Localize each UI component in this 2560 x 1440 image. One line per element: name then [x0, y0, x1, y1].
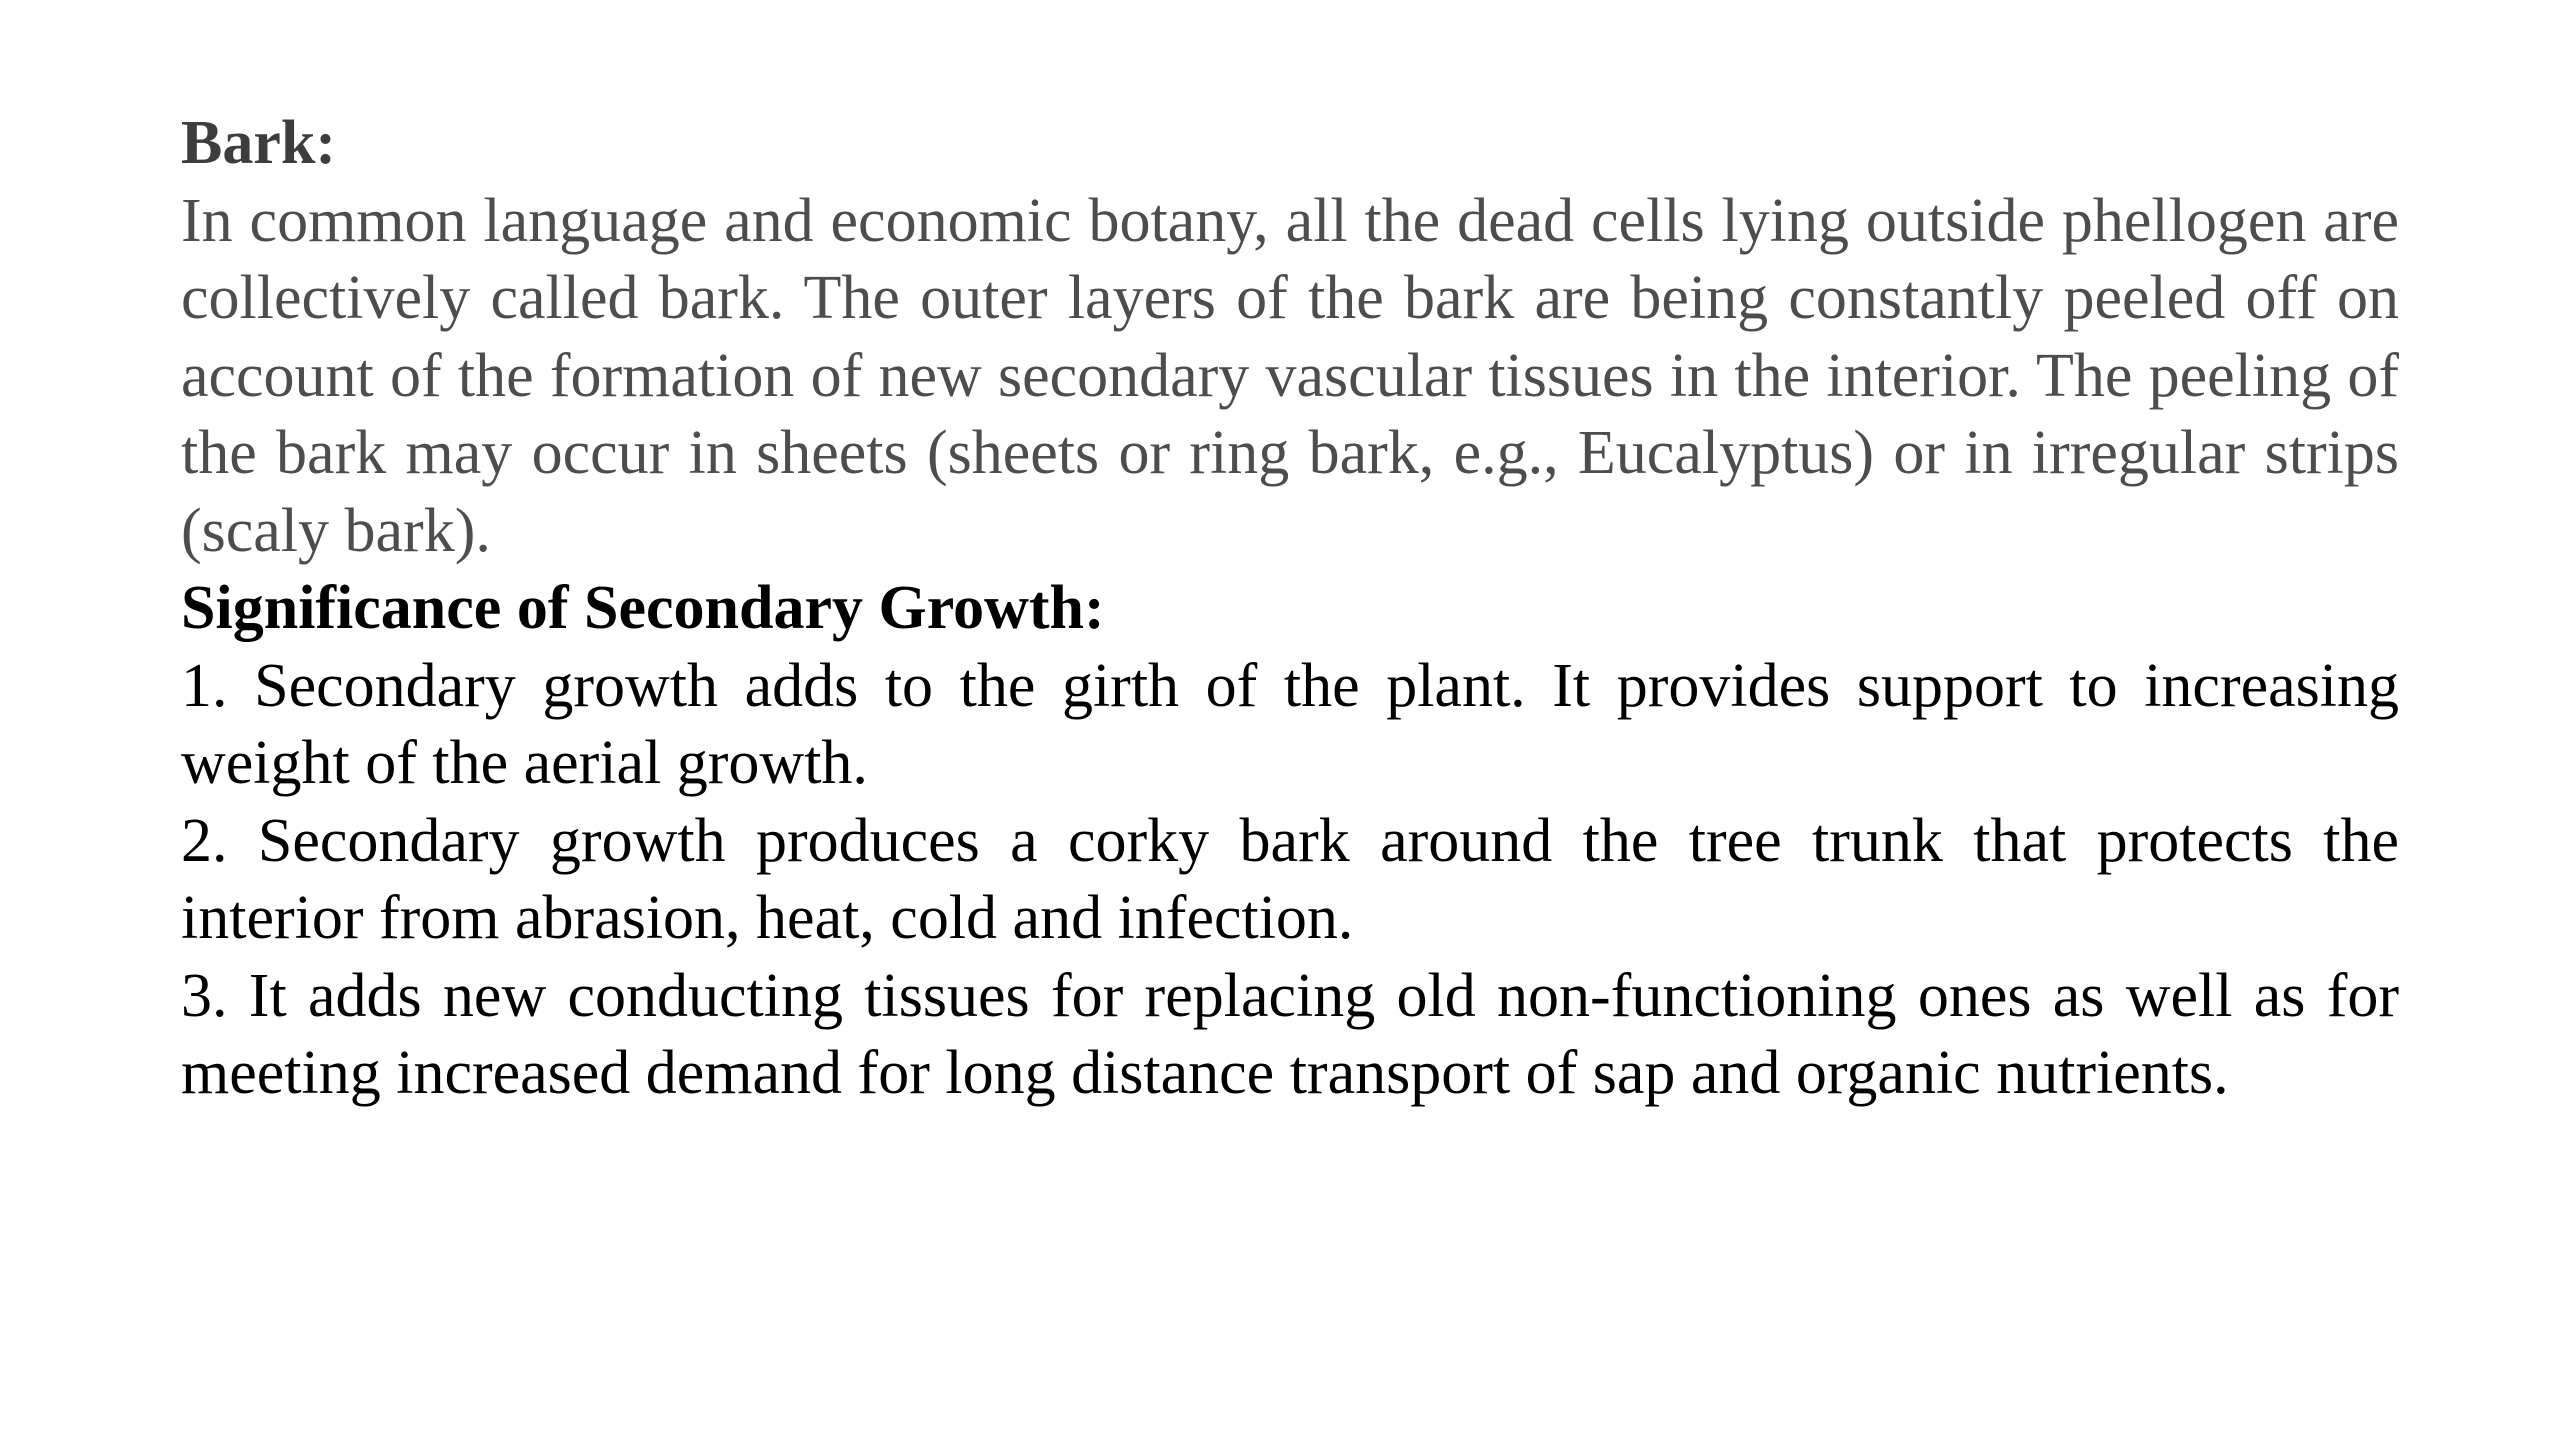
significance-point-1: 1. Secondary growth adds to the girth of the plant. It provides support to increasing weight of the aerial growth. [181, 651, 2399, 797]
bark-paragraph: In common language and economic botany, all the dead cells lying outside phellogen are collectively called bark. The outer layers of the bark are being constantly peeled off on account of the formation of new secondary vascular tissues in the interior. The peeling of the bark may occur in sheets (sheets or ring bark, e.g., Eucalyptus) or in irregular strips (scaly bark). [181, 186, 2399, 565]
document-page [181, 105, 2399, 1113]
significance-point-3: 3. It adds new conducting tissues for replacing old non-functioning ones as well as for meeting increased demand for long distance transport of sap and organic nutrients. [181, 961, 2399, 1107]
significance-heading: Significance of Secondary Growth: [181, 574, 1105, 642]
bark-section [181, 105, 2399, 570]
significance-section [181, 570, 2399, 1113]
significance-point-2: 2. Secondary growth produces a corky bark around the tree trunk that protects the interior from abrasion, heat, cold and infection. [181, 806, 2399, 952]
bark-heading: Bark: [181, 109, 336, 177]
